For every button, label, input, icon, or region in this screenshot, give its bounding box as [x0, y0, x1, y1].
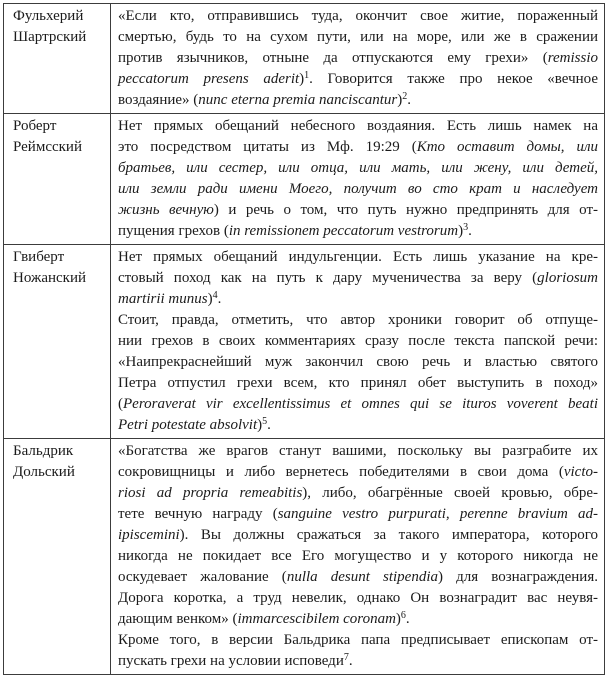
text-line [118, 373, 598, 394]
text-line [118, 567, 598, 588]
body-text: против язычников, отныне да отпускаются ему грехи» ( [118, 50, 548, 66]
paragraph [118, 630, 598, 672]
text-line [118, 651, 598, 672]
body-text: ) [458, 223, 464, 239]
footnote-ref: 5 [262, 416, 268, 427]
body-text: ) [257, 417, 263, 433]
text-line [118, 116, 598, 137]
italic-text: nunc eterna premia nanciscantur [198, 92, 398, 108]
body-text: Петра отпустил грехи всем, кто принял обет выступить в поход» [118, 375, 598, 391]
text-line [118, 27, 598, 48]
body-text: сокровищницы и либо вернетесь победителями в свои дома ( [118, 464, 564, 480]
body-text: ) [207, 291, 213, 307]
table-row [4, 439, 605, 675]
text-line [118, 352, 598, 373]
body-text: ) и речь о том, что путь нужно предпринять для от- [213, 202, 599, 218]
italic-text: immarcescibilem coronam [237, 611, 396, 627]
table-row [4, 245, 605, 439]
text-line [118, 504, 598, 525]
body-text: Нет прямых обещаний небесного воздаяния. Есть лишь намек на [118, 118, 598, 134]
text-line [118, 268, 598, 289]
table-row [4, 4, 605, 114]
content-cell [111, 245, 605, 439]
body-text: ). Вы должны сражаться за такого императора, которого [179, 527, 598, 543]
text-line [118, 158, 598, 179]
italic-text: nulla desunt stipendia [286, 569, 439, 585]
body-text: . [348, 653, 353, 669]
content-cell [111, 4, 605, 114]
italic-text: sanguine vestro purpurati, perenne bravium ad- [277, 506, 598, 522]
text-line [118, 546, 598, 567]
body-text: воздаяние» ( [118, 92, 199, 108]
italic-text: peccatorum presens aderit [118, 71, 300, 87]
body-text: «Богатства же врагов станут вашими, поскольку вы разграбите их [118, 443, 598, 459]
text-line [118, 221, 598, 242]
footnote-ref: 4 [212, 290, 218, 301]
italic-text: ipiscemini [118, 527, 180, 543]
body-text: . [217, 291, 222, 307]
italic-text: братьев, или сестер, или отца, или мать, или жену, или детей, [118, 160, 598, 176]
body-text: тете вечную награду ( [118, 506, 278, 522]
text-line [118, 48, 598, 69]
body-text: . [468, 223, 472, 239]
content-cell [111, 439, 605, 675]
text-line [118, 179, 598, 200]
body-text: . [407, 92, 412, 108]
italic-text: victo- [563, 464, 598, 480]
italic-text: Кто оставит домы, или [416, 139, 598, 155]
text-line [118, 137, 598, 158]
author-cell: Бальдрик Дольский [4, 439, 111, 675]
text-line [118, 394, 598, 415]
body-text: «Наипрекраснейший муж закончил свою речь и властью святого [118, 354, 598, 370]
footnote-ref: 1 [304, 70, 310, 81]
body-text: дающим венком» ( [118, 611, 238, 627]
text-line [118, 310, 598, 331]
text-line [118, 331, 598, 352]
italic-text: gloriosum [537, 270, 598, 286]
body-text: пускать грехи на условии исповеди [118, 653, 344, 669]
italic-text: или земли ради имени Моего, получит во сто крат и наследует [118, 181, 598, 197]
paragraph [118, 6, 598, 111]
content-cell [111, 114, 605, 245]
body-text: нии грехов в своих комментариях сразу после текста папской речи: [118, 333, 598, 349]
body-text: . Говорится также про некое «вечное [309, 71, 598, 87]
text-line [118, 525, 598, 546]
text-line [118, 483, 598, 504]
body-text: Стоит, правда, отметить, что автор хроники говорит об отпуще- [118, 312, 598, 328]
text-line [118, 289, 598, 310]
footnote-ref: 3 [463, 222, 469, 233]
text-line [118, 609, 598, 630]
italic-text: Petri potestate absolvit [118, 417, 258, 433]
body-text: это посредством цитаты из Мф. 19:29 ( [118, 139, 417, 155]
body-text: ) [299, 71, 305, 87]
body-text: Дорога коротка, а труд невелик, однако Он вознаградит вас неувя- [118, 590, 598, 606]
text-line [118, 441, 598, 462]
italic-text: in remissionem peccatorum vestrorum [228, 223, 459, 239]
text-line [118, 6, 598, 27]
body-text: никогда не покидает все Его могущество и у которого никогда не [118, 548, 598, 564]
body-text: ( [118, 396, 123, 412]
italic-text: жизнь вечную [118, 202, 214, 218]
text-line [118, 247, 598, 268]
body-text: ) для вознаграждения. [438, 569, 598, 585]
body-text: Кроме того, в версии Бальдрика папа предписывает епископам от- [118, 632, 598, 648]
footnote-ref: 2 [402, 91, 408, 102]
body-text: Нет прямых обещаний индульгенции. Есть лишь указание на кре- [118, 249, 598, 265]
footnote-ref: 6 [400, 610, 406, 621]
table-row [4, 114, 605, 245]
italic-text: Peroraverat vir excellentissimus et omnes qui se ituros voverent beati [123, 396, 598, 412]
body-text: ) [395, 611, 401, 627]
body-text: . [267, 417, 271, 433]
table-body [4, 4, 605, 675]
text-line [118, 90, 598, 111]
paragraph [118, 310, 598, 436]
body-text: . [405, 611, 410, 627]
document-page [0, 3, 616, 675]
body-text: ), либо, обагрённые своей кровью, обре- [302, 485, 598, 501]
text-line [118, 69, 598, 90]
body-text: смертью, будь то на сухом пути, или на море, или же в сражении [118, 29, 598, 45]
paragraph [118, 441, 598, 630]
body-text: пущения грехов ( [118, 223, 229, 239]
italic-text: martirii munus [118, 291, 208, 307]
author-cell: Фульхерий Шартрский [4, 4, 111, 114]
text-line [118, 588, 598, 609]
body-text: ) [397, 92, 403, 108]
text-line [118, 200, 598, 221]
author-cell: Гвиберт Ножанский [4, 245, 111, 439]
author-cell: Роберт Реймсский [4, 114, 111, 245]
paragraph [118, 247, 598, 310]
footnote-ref: 7 [343, 652, 349, 663]
body-text: оскудевает жалование ( [118, 569, 287, 585]
text-line [118, 630, 598, 651]
text-line [118, 415, 598, 436]
italic-text: riosi ad propria remeabitis [118, 485, 303, 501]
body-text: «Если кто, отправившись туда, окончит свое житие, пораженный [118, 8, 598, 24]
italic-text: remissio [547, 50, 598, 66]
body-text: стовый поход как на путь к дару мученичества за веру ( [118, 270, 538, 286]
paragraph [118, 116, 598, 242]
chroniclers-table [3, 3, 605, 675]
text-line [118, 462, 598, 483]
